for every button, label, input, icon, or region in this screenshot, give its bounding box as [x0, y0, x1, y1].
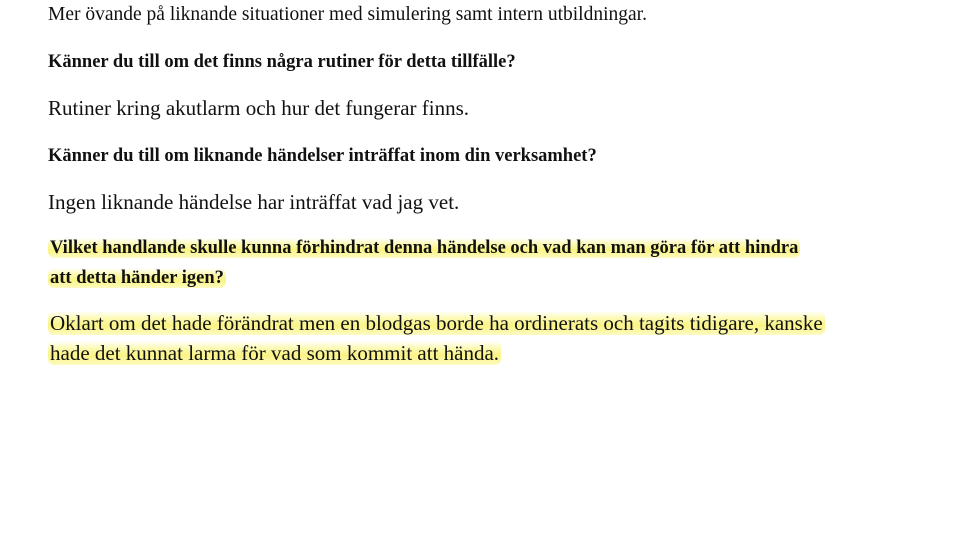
- highlighted-text: Vilket handlande skulle kunna förhindrat denna händelse och vad kan man göra för att hindra: [50, 238, 799, 258]
- highlighted-text: att detta händer igen?: [50, 268, 224, 288]
- question-prevention-line-1: [48, 238, 800, 259]
- answer-similar-events: Ingen liknande händelse har inträffat vad jag vet.: [48, 190, 460, 214]
- answer-text-training: Mer övande på liknande situationer med simulering samt intern utbildningar.: [48, 4, 647, 25]
- answer-prevention-line-2: [48, 341, 501, 366]
- question-prevention-line-2: [48, 268, 226, 289]
- answer-routines: Rutiner kring akutlarm och hur det fungerar finns.: [48, 96, 470, 120]
- question-similar-events: Känner du till om liknande händelser inträffat inom din verksamhet?: [48, 146, 597, 166]
- highlighted-text: Oklart om det hade förändrat men en blodgas borde ha ordinerats och tagits tidigare, kanske: [50, 311, 823, 335]
- highlighted-text: hade det kunnat larma för vad som kommit att hända.: [50, 341, 500, 365]
- answer-prevention-line-1: [48, 311, 825, 336]
- question-routines: Känner du till om det finns några rutiner för detta tillfälle?: [48, 52, 516, 72]
